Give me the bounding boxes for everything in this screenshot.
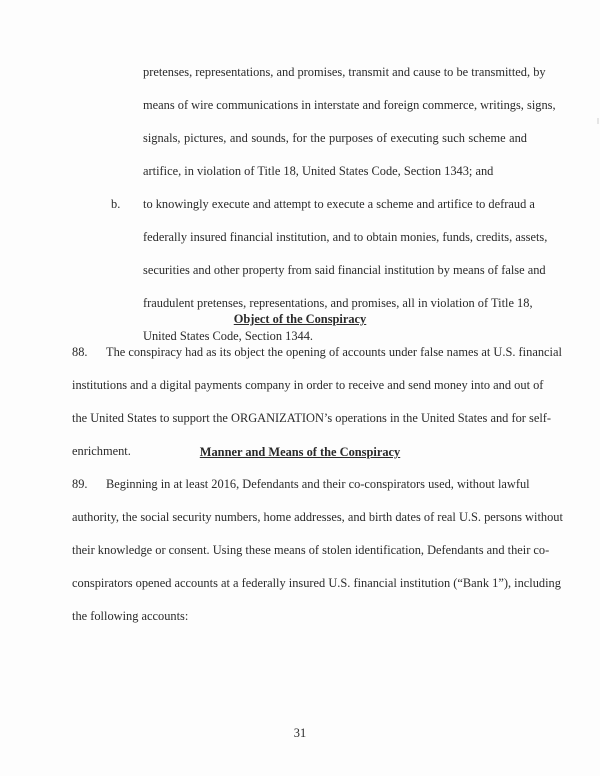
list-item-label: b. — [111, 197, 121, 211]
text-line: pretenses, representations, and promises, transmit and cause to be transmitted, by — [143, 65, 546, 79]
text-line: their knowledge or consent. Using these means of stolen identification, Defendants and their co- — [72, 543, 550, 557]
text-line: United States Code, Section 1344. — [143, 329, 314, 343]
section-heading: Object of the Conspiracy — [233, 312, 367, 326]
text-line: means of wire communications in interstate and foreign commerce, writings, signs, — [143, 98, 556, 112]
text-line: to knowingly execute and attempt to execute a scheme and artifice to defraud a — [143, 197, 535, 211]
text-line: conspirators opened accounts at a federally insured U.S. financial institution (“Bank 1”), including — [72, 576, 561, 590]
text-line: the United States to support the ORGANIZATION’s operations in the United States and for self- — [72, 411, 552, 425]
text-line: federally insured financial institution, and to obtain monies, funds, credits, assets, — [143, 230, 548, 244]
text-line: signals, pictures, and sounds, for the purposes of executing such scheme and — [143, 131, 527, 145]
text-line: The conspiracy had as its object the opening of accounts under false names at U.S. financial — [106, 345, 562, 359]
text-line: institutions and a digital payments company in order to receive and send money into and out of — [72, 378, 544, 392]
text-line: enrichment. — [72, 444, 131, 458]
paragraph-first-line — [72, 476, 530, 492]
page-number: 31 — [293, 726, 307, 740]
text-line: fraudulent pretenses, representations, and promises, all in violation of Title 18, — [143, 296, 533, 310]
text-line: artifice, in violation of Title 18, United States Code, Section 1343; and — [143, 164, 494, 178]
scan-artifact — [597, 118, 599, 124]
text-line: the following accounts: — [72, 609, 189, 623]
section-heading: Manner and Means of the Conspiracy — [199, 445, 401, 459]
text-line: Beginning in at least 2016, Defendants and their co-conspirators used, without lawful — [106, 477, 530, 491]
paragraph-first-line — [72, 344, 562, 360]
paragraph-number: 88. — [72, 345, 88, 359]
paragraph-number: 89. — [72, 477, 88, 491]
text-line: authority, the social security numbers, home addresses, and birth dates of real U.S. persons without — [72, 510, 563, 524]
text-line: securities and other property from said financial institution by means of false and — [143, 263, 546, 277]
